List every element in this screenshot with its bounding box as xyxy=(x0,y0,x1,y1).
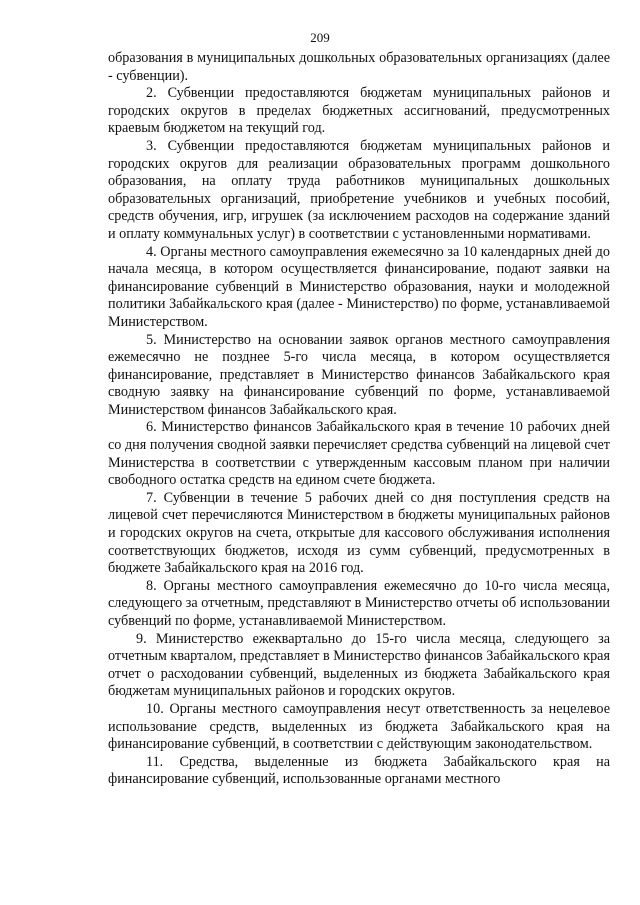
paragraph-10: 10. Органы местного самоуправления несут ответственность за нецелевое использование средств, выделенных из бюджета Забайкальского края на финансирование субвенций, в соответствии с действующим законодательством. xyxy=(108,700,610,753)
paragraph-6: 6. Министерство финансов Забайкальского края в течение 10 рабочих дней со дня получения сводной заявки перечисляет средства субвенций на лицевой счет Министерства в соответствии с утвержденным кассовым планом при наличии свободного остатка средств на едином счете бюджета. xyxy=(108,419,610,489)
document-body xyxy=(108,50,610,789)
page-number: 209 xyxy=(310,30,330,45)
paragraph-9: 9. Министерство ежеквартально до 15-го числа месяца, следующего за отчетным кварталом, представляет в Министерство финансов Забайкальского края отчет о расходовании субвенций, выделенных из бюджета Забайкальского края бюджетам муниципальных районов и городских округов. xyxy=(108,630,610,700)
paragraph-5: 5. Министерство на основании заявок органов местного самоуправления ежемесячно не позднее 5-го числа месяца, в котором осуществляется финансирование, представляет в Министерство финансов Забайкальского края сводную заявку на финансирование субвенций по форме, устанавливаемой Министерством финансов Забайкальского края. xyxy=(108,331,610,418)
paragraph-3: 3. Субвенции предоставляются бюджетам муниципальных районов и городских округов для реализации образовательных программ дошкольного образования, на оплату труда работников муниципальных дошкольных образовательных организаций, приобретение учебников и учебных пособий, средств обучения, игр, игрушек (за исключением расходов на содержание зданий и оплату коммунальных услуг) в соответствии с установленными нормативами. xyxy=(108,137,610,242)
paragraph-continuation: образования в муниципальных дошкольных образовательных организациях (далее - субвенции). xyxy=(108,50,610,84)
paragraph-4: 4. Органы местного самоуправления ежемесячно за 10 календарных дней до начала месяца, в котором осуществляется финансирование, подают заявки на финансирование субвенций в Министерство образования, науки и молодежной политики Забайкальского края (далее - Министерство) по форме, устанавливаемой Министерством. xyxy=(108,243,610,330)
paragraph-7: 7. Субвенции в течение 5 рабочих дней со дня поступления средств на лицевой счет перечисляются Министерством в бюджеты муниципальных районов и городских округов на счета, открытые для кассового обслуживания исполнения соответствующих бюджетов, исходя из сумм субвенций, предусмотренных в бюджете Забайкальского края на 2016 год. xyxy=(108,489,610,577)
paragraph-2: 2. Субвенции предоставляются бюджетам муниципальных районов и городских округов в пределах бюджетных ассигнований, предусмотренных краевым бюджетом на текущий год. xyxy=(108,85,610,137)
paragraph-11: 11. Средства, выделенные из бюджета Забайкальского края на финансирование субвенций, использованные органами местного xyxy=(108,753,610,788)
paragraph-8: 8. Органы местного самоуправления ежемесячно до 10-го числа месяца, следующего за отчетным, представляют в Министерство отчеты об использовании субвенций по форме, устанавливаемой Министерством. xyxy=(108,577,610,629)
